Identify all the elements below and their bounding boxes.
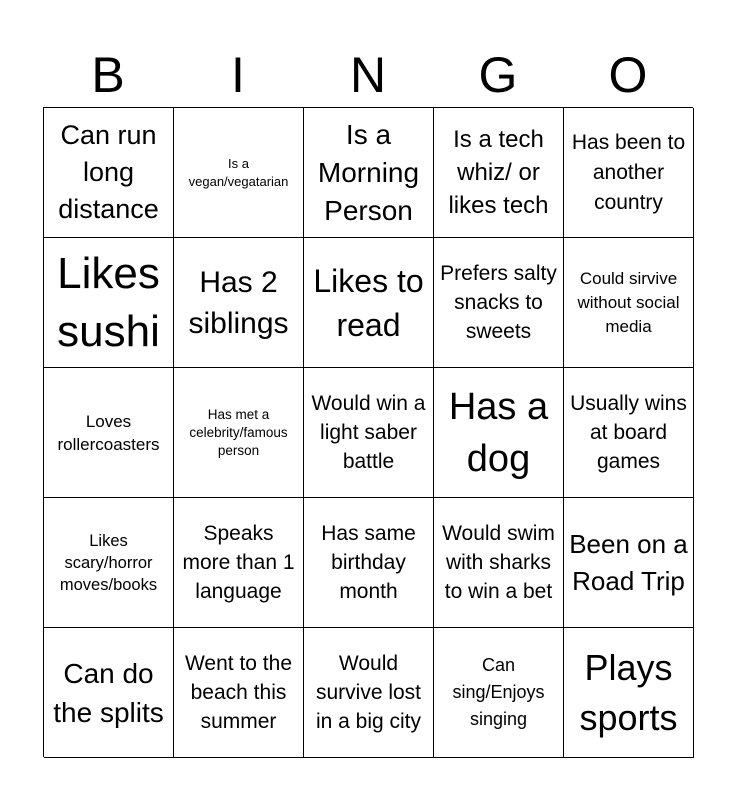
bingo-cell[interactable]: [304, 238, 434, 368]
cell-text: Speaks more than 1 language: [182, 522, 295, 603]
bingo-cell[interactable]: [564, 628, 694, 758]
header-letter-g: G: [478, 47, 518, 103]
header-letter-o: O: [608, 47, 648, 103]
bingo-grid: [43, 107, 693, 757]
bingo-cell[interactable]: [44, 628, 174, 758]
cell-text: Has met a celebrity/famous person: [189, 406, 288, 458]
cell-text: Can run long distance: [58, 120, 159, 224]
cell-text: Would swim with sharks to win a bet: [442, 522, 555, 603]
bingo-cell[interactable]: [434, 368, 564, 498]
bingo-cell[interactable]: [174, 108, 304, 238]
bingo-cell[interactable]: [174, 628, 304, 758]
bingo-cell[interactable]: [434, 108, 564, 238]
cell-text: Would win a light saber battle: [311, 392, 426, 473]
bingo-cell[interactable]: [174, 238, 304, 368]
header-letter-b: B: [91, 47, 125, 103]
cell-text: Would survive lost in a big city: [315, 652, 422, 733]
bingo-cell[interactable]: [434, 628, 564, 758]
bingo-cell[interactable]: [434, 498, 564, 628]
cell-text: Could sirvive without social media: [577, 268, 680, 336]
bingo-cell[interactable]: [564, 498, 694, 628]
bingo-header: [43, 42, 693, 108]
cell-text: Has 2 siblings: [188, 265, 289, 340]
header-letter-i: I: [231, 47, 245, 103]
bingo-cell[interactable]: [564, 368, 694, 498]
bingo-cell[interactable]: [44, 108, 174, 238]
header-letter-n: N: [349, 47, 387, 103]
bingo-cell[interactable]: [174, 498, 304, 628]
cell-text: Likes scary/horror moves/books: [59, 531, 158, 594]
cell-text: Is a Morning Person: [317, 118, 420, 226]
cell-text: Can sing/Enjoys singing: [452, 655, 545, 729]
cell-text: Went to the beach this summer: [184, 652, 292, 733]
bingo-cell[interactable]: [44, 238, 174, 368]
cell-text: Has been to another country: [571, 130, 686, 214]
bingo-cell[interactable]: [304, 368, 434, 498]
bingo-cell[interactable]: [304, 628, 434, 758]
cell-text: Can do the splits: [53, 657, 164, 728]
bingo-cell[interactable]: [44, 368, 174, 498]
bingo-cell[interactable]: [434, 238, 564, 368]
bingo-cell[interactable]: [564, 108, 694, 238]
cell-text: Plays sports: [579, 646, 678, 738]
cell-text: Prefers salty snacks to sweets: [440, 262, 557, 343]
bingo-cell[interactable]: [44, 498, 174, 628]
bingo-cell[interactable]: [564, 238, 694, 368]
cell-text: Has same birthday month: [321, 522, 416, 603]
bingo-cell[interactable]: [304, 108, 434, 238]
cell-text: Usually wins at board games: [570, 392, 687, 473]
cell-text: Is a tech whiz/ or likes tech: [448, 126, 549, 219]
bingo-cell[interactable]: [304, 498, 434, 628]
cell-text: Likes to read: [313, 262, 424, 343]
cell-text: Likes sushi: [57, 248, 160, 356]
cell-text: Loves rollercoasters: [57, 411, 160, 454]
bingo-cell[interactable]: [174, 368, 304, 498]
cell-text: Been on a Road Trip: [569, 528, 688, 596]
cell-text: Has a dog: [448, 385, 549, 480]
cell-text: Is a vegan/vegatarian: [188, 155, 289, 189]
